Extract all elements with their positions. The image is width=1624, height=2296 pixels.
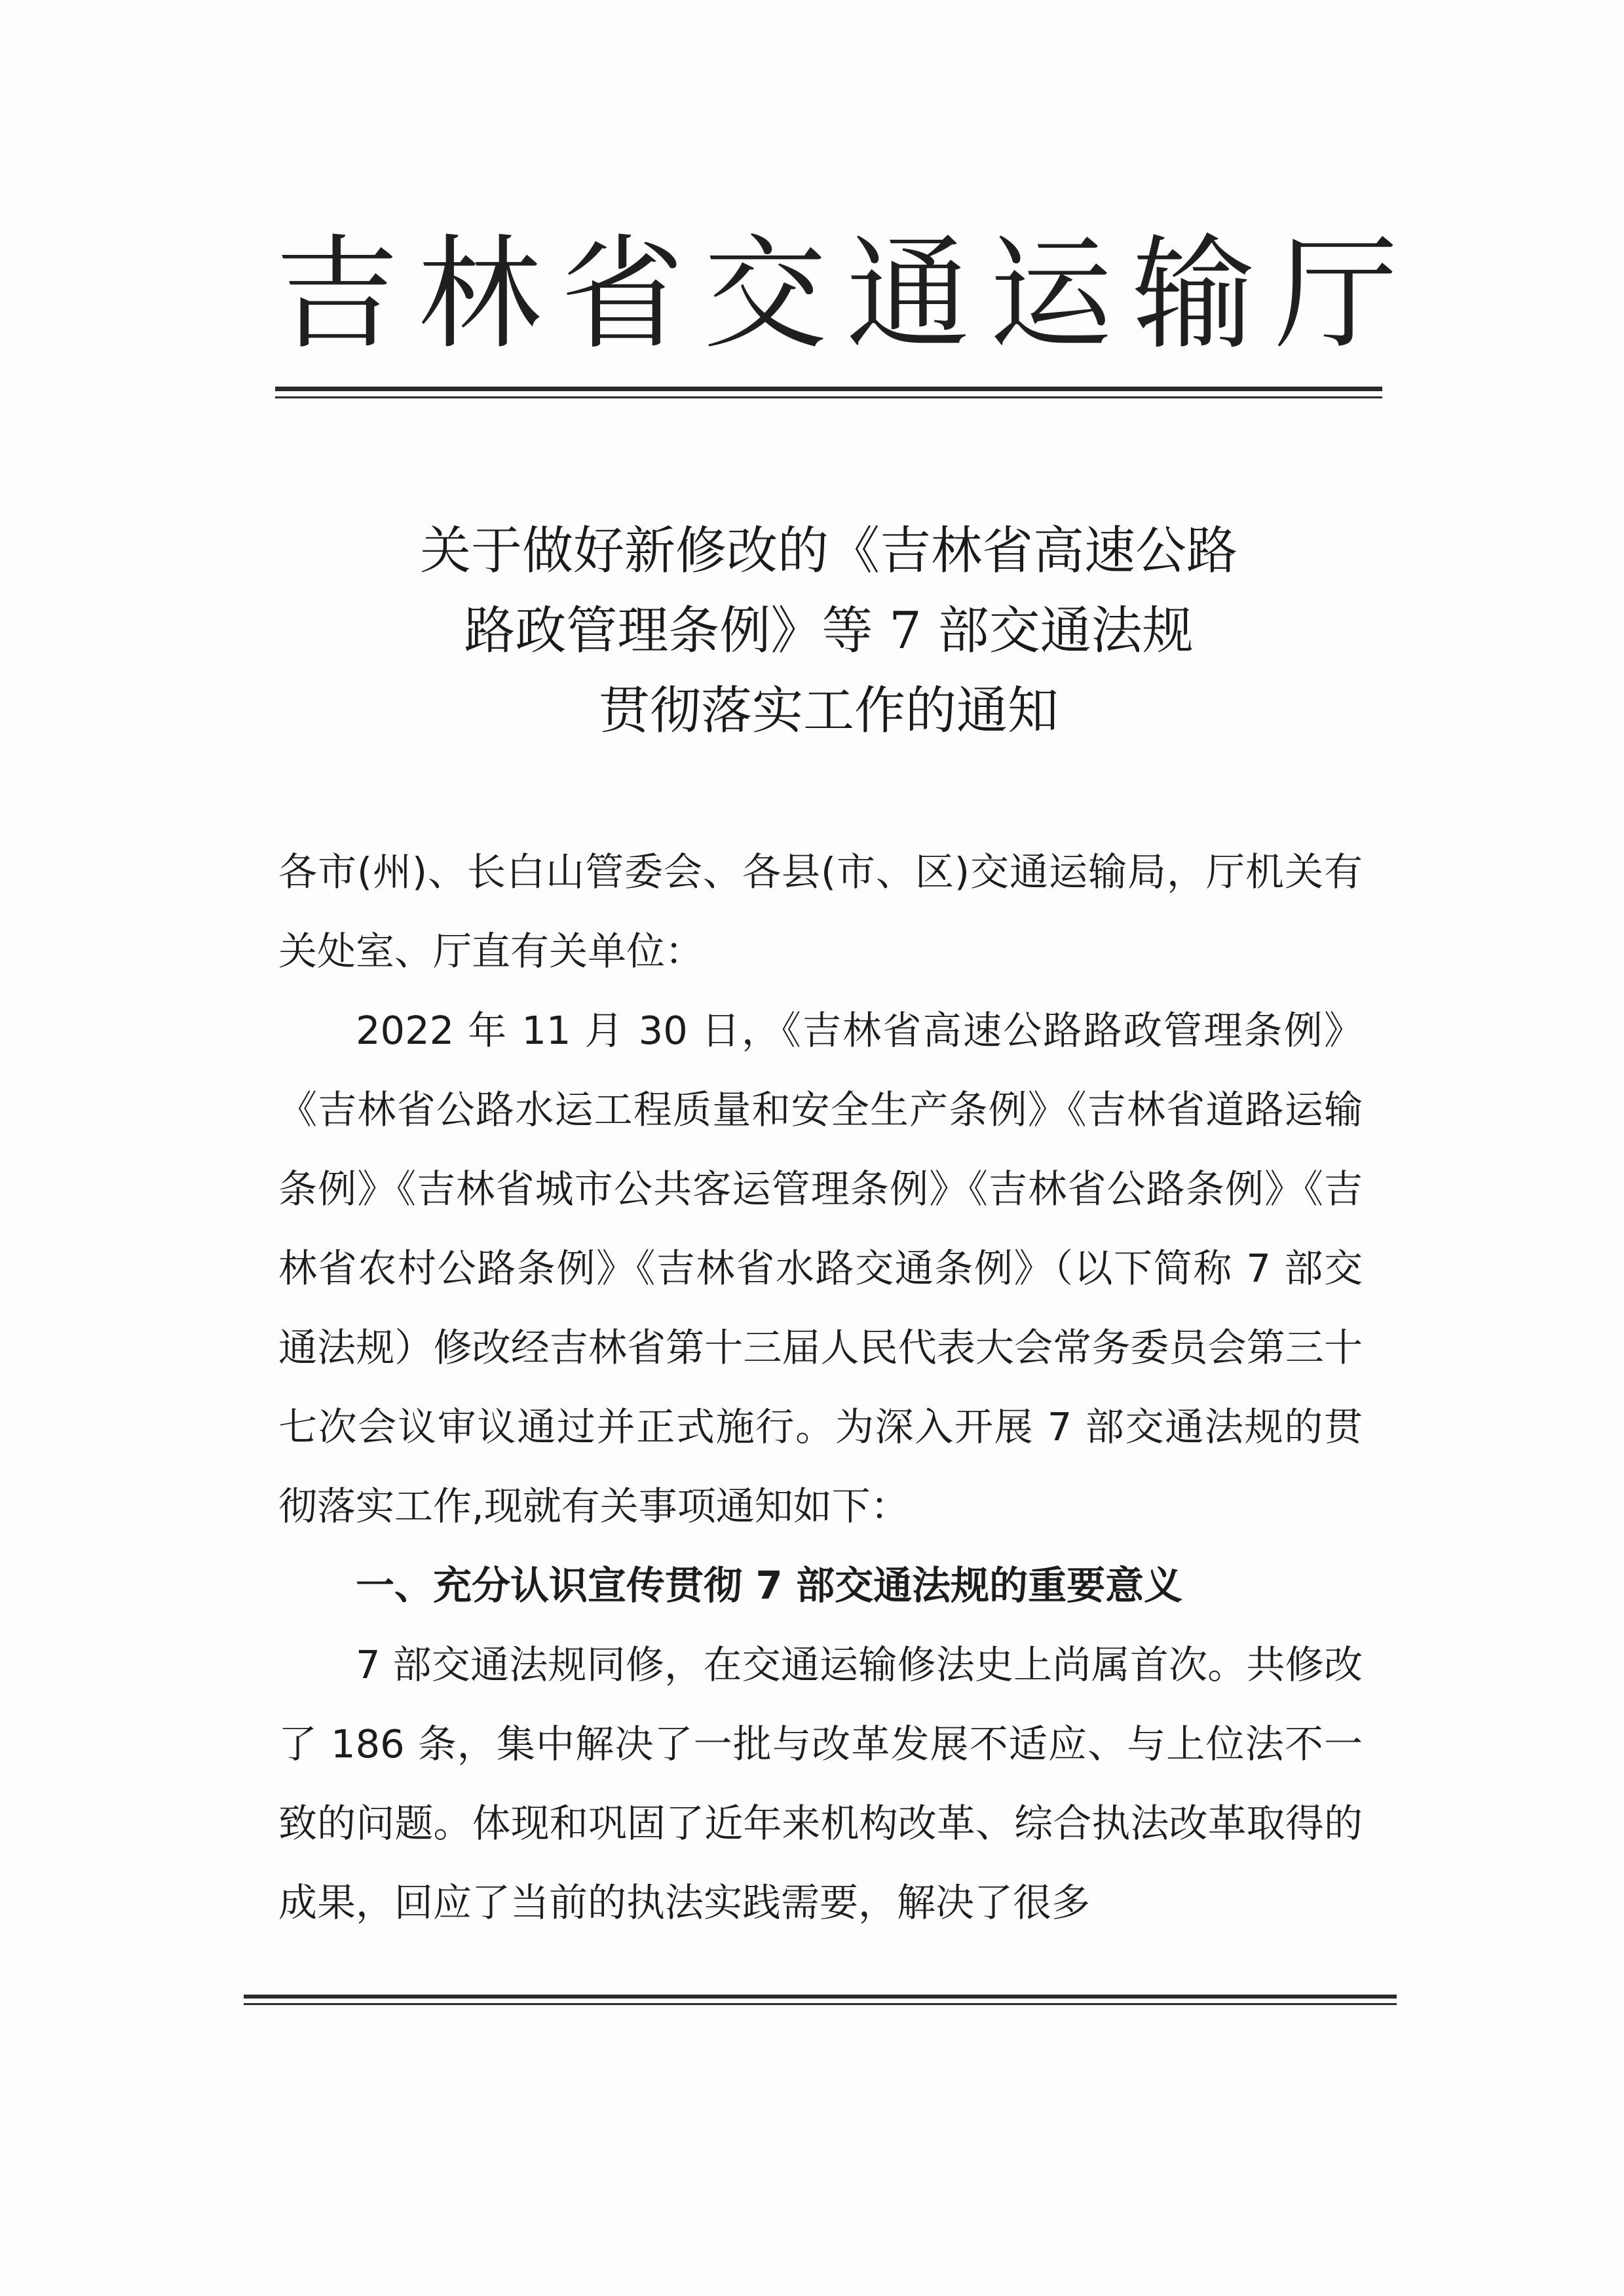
document-body: [278, 832, 1363, 1942]
footer-rule-thick: [244, 1995, 1397, 1999]
issuing-organization-header: 吉林省交通运输厅: [275, 223, 1418, 366]
document-title: [275, 511, 1382, 751]
header-rule-thick: [275, 387, 1382, 391]
body-paragraph-1: 2022 年 11 月 30 日，《吉林省高速公路路政管理条例》《吉林省公路水运工程质量和安全生产条例》《吉林省道路运输条例》《吉林省城市公共客运管理条例》《吉林省公路条例》《吉林省农村公路条例》《吉林省水路交通条例》（以下简称 7 部交通法规）修改经吉林省第十三届人民代表大会常务委员会第三十七次会议审议通过并正式施行。为深入开展 7 部交通法规的贯彻落实工作,现就有关事项通知如下：: [278, 1008, 1363, 1529]
section-heading-1: 一、充分认识宣传贯彻 7 部交通法规的重要意义: [356, 1563, 1183, 1608]
title-line-2: 路政管理条例》等 7 部交通法规: [464, 602, 1194, 660]
footer-rule-thin: [244, 2003, 1397, 2005]
addressee-paragraph: 各市(州)、长白山管委会、各县(市、区)交通运输局，厅机关有关处室、厅直有关单位：: [278, 849, 1363, 974]
title-line-3: 贯彻落实工作的通知: [598, 681, 1059, 740]
title-line-1: 关于做好新修改的《吉林省高速公路: [419, 522, 1237, 581]
body-paragraph-2: 7 部交通法规同修，在交通运输修法史上尚属首次。共修改了 186 条，集中解决了一批与改革发展不适应、与上位法不一致的问题。体现和巩固了近年来机构改革、综合执法改革取得的成果，回应了当前的执法实践需要，解决了很多: [278, 1642, 1363, 1925]
header-rule-thin: [275, 396, 1382, 398]
